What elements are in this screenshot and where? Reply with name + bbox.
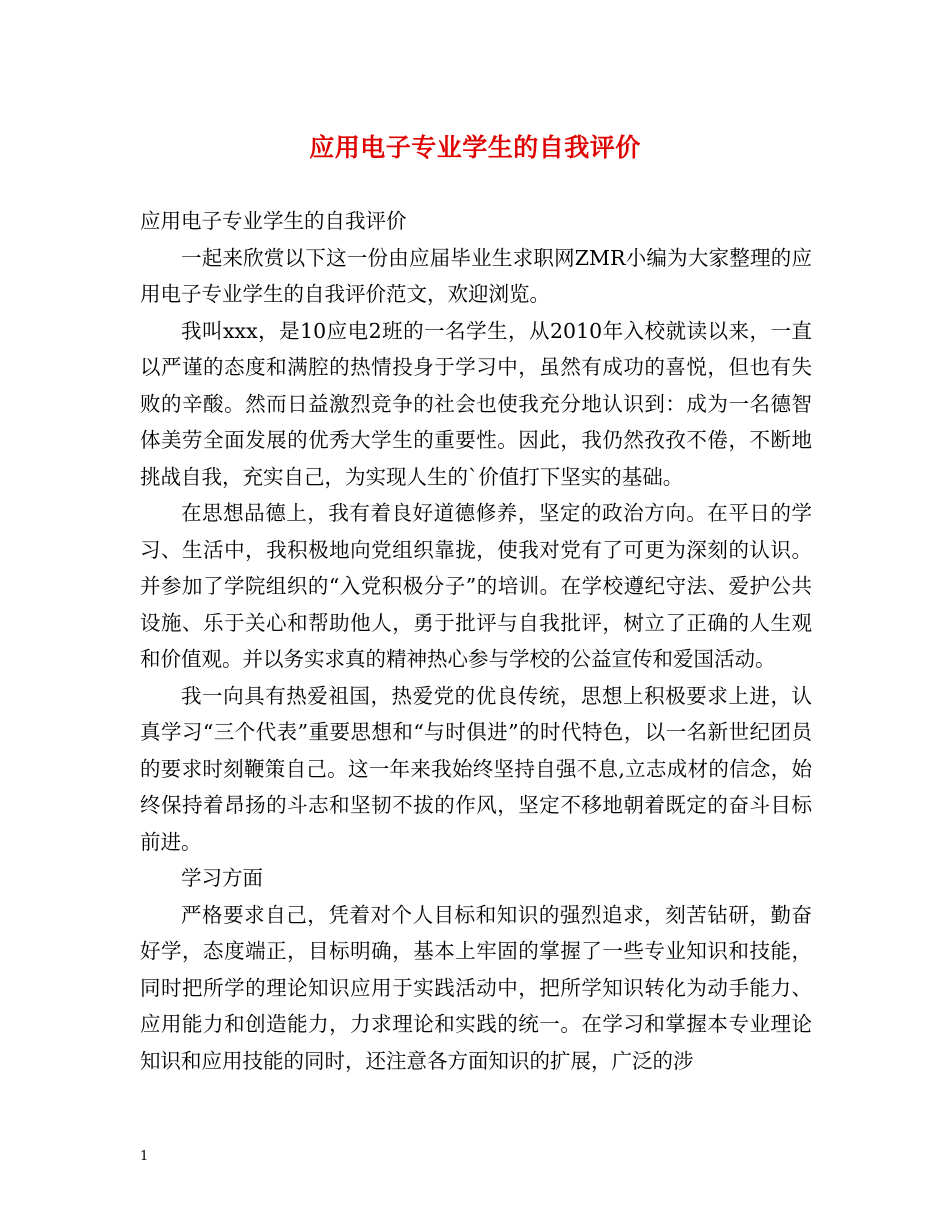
paragraph-heading: 应用电子专业学生的自我评价 <box>140 209 407 233</box>
paragraph-study: 严格要求自己，凭着对个人目标和知识的强烈追求，刻苦钻研，勤奋好学，态度端正，目标明确，基本上牢固的掌握了一些专业知识和技能，同时把所学的理论知识应用于实践活动中，把所学知识转化为动手能力、应用能力和创造能力，力求理论和实践的统一。在学习和掌握本专业理论知识和应用技能的同时，还注意各方面知识的扩展，广泛的涉 <box>140 902 812 1073</box>
document-title: 应用电子专业学生的自我评价 <box>309 133 641 162</box>
paragraph-intro: 一起来欣赏以下这一份由应届毕业生求职网ZMR小编为大家整理的应用电子专业学生的自我评价范文，欢迎浏览。 <box>140 245 812 306</box>
page-number: 1 <box>140 1149 149 1164</box>
document-body <box>140 203 812 1079</box>
section-heading-study: 学习方面 <box>181 866 263 890</box>
paragraph-self-introduction: 我叫xxx，是10应电2班的一名学生，从2010年入校就读以来，一直以严谨的态度和满腔的热情投身于学习中，虽然有成功的喜悦，但也有失败的辛酸。然而日益激烈竞争的社会也使我充分地认识到：成为一名德智体美劳全面发展的优秀大学生的重要性。因此，我仍然孜孜不倦，不断地挑战自我，充实自己，为实现人生的`价值打下坚实的基础。 <box>140 318 812 489</box>
paragraph-patriotism: 我一向具有热爱祖国，热爱党的优良传统，思想上积极要求上进，认真学习“三个代表”重要思想和“与时俱进”的时代特色，以一名新世纪团员的要求时刻鞭策自己。这一年来我始终坚持自强不息,立志成材的信念，始终保持着昂扬的斗志和坚韧不拔的作风，坚定不移地朝着既定的奋斗目标前进。 <box>140 683 812 854</box>
paragraph-moral-character: 在思想品德上，我有着良好道德修养，坚定的政治方向。在平日的学习、生活中，我积极地向党组织靠拢，使我对党有了可更为深刻的认识。并参加了学院组织的“入党积极分子”的培训。在学校遵纪守法、爱护公共设施、乐于关心和帮助他人，勇于批评与自我批评，树立了正确的人生观和价值观。并以务实求真的精神热心参与学校的公益宣传和爱国活动。 <box>140 501 812 671</box>
